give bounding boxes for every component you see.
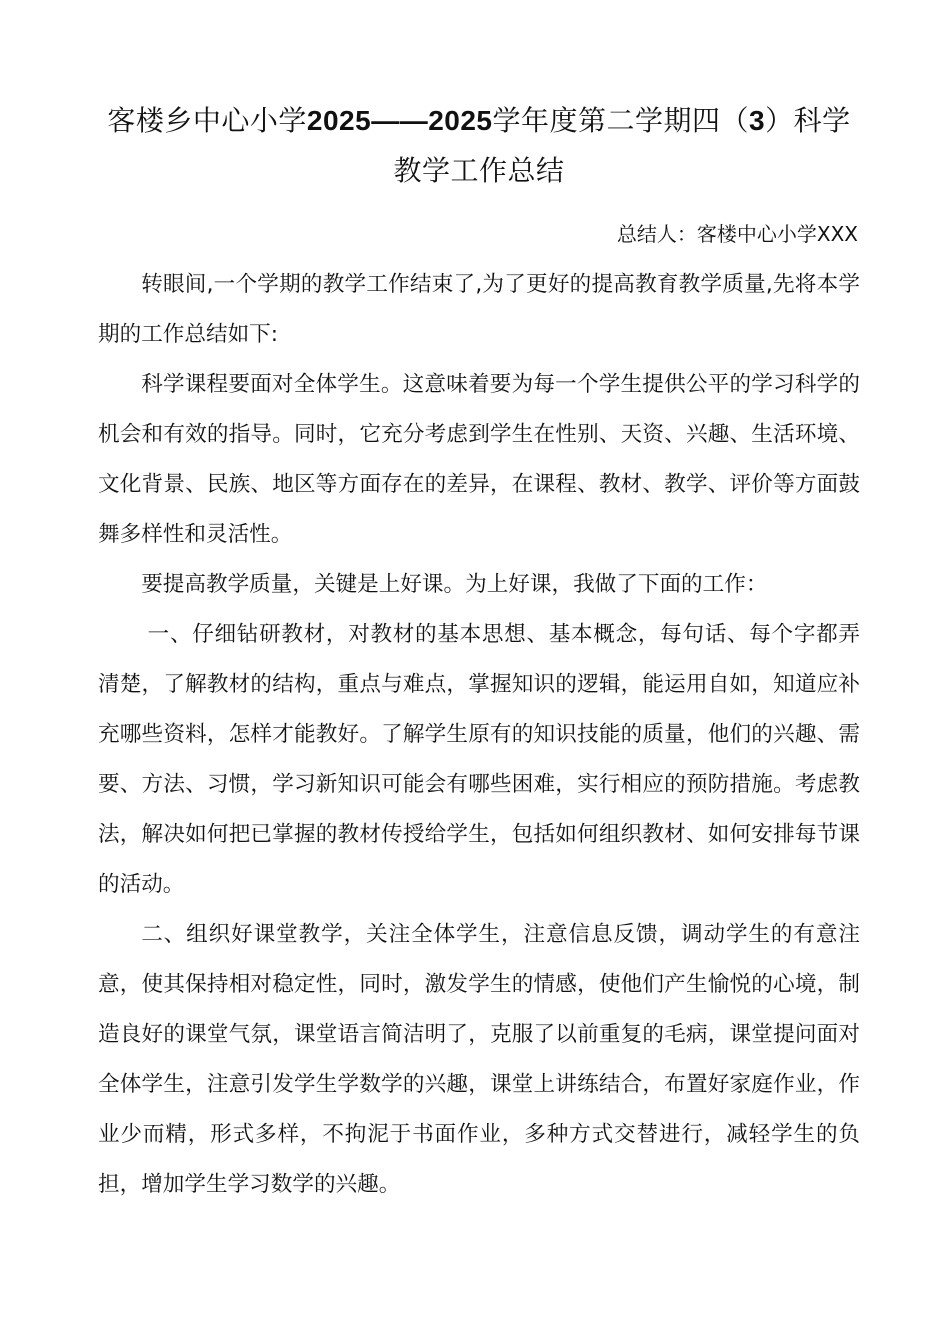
title-text-part2: 学年度第二学期四（ (492, 104, 750, 137)
title-year-end: 2025 (428, 105, 493, 136)
paragraph-item-one: 一、仔细钻研教材，对教材的基本思想、基本概念，每句话、每个字都弄清楚，了解教材的结构，重点与难点，掌握知识的逻辑，能运用自如，知道应补充哪些资料，怎样才能教好。了解学生原有的知识技能的质量，他们的兴趣、需要、方法、习惯，学习新知识可能会有哪些困难，实行相应的预防措施。考虑教法，解决如何把已掌握的教材传授给学生，包括如何组织教材、如何安排每节课的活动。 (98, 622, 860, 897)
paragraph-intro: 转眼间,一个学期的教学工作结束了,为了更好的提高教育教学质量,先将本学期的工作总结如下: (98, 272, 860, 347)
title-dash: —— (371, 105, 429, 136)
title-text-part3: ）科学 (765, 104, 851, 137)
title-year-start: 2025 (306, 105, 372, 136)
title-text-part1: 客楼乡中心小学 (107, 104, 307, 137)
document-page (98, 96, 860, 1210)
paragraph-item-two: 二、组织好课堂教学，关注全体学生，注意信息反馈，调动学生的有意注意，使其保持相对稳定性，同时，激发学生的情感，使他们产生愉悦的心境，制造良好的课堂气氛，课堂语言简洁明了，克服了以前重复的毛病，课堂提问面对全体学生，注意引发学生学数学的兴趣，课堂上讲练结合，布置好家庭作业，作业少而精，形式多样，不拘泥于书面作业，多种方式交替进行，减轻学生的负担，增加学生学习数学的兴趣。 (98, 922, 860, 1197)
title-class-number: 3 (749, 105, 766, 136)
paragraph-teaching-quality: 要提高教学质量，关键是上好课。为上好课，我做了下面的工作： (141, 572, 768, 597)
paragraph-course-principle: 科学课程要面对全体学生。这意味着要为每一个学生提供公平的学习科学的机会和有效的指导。同时，它充分考虑到学生在性别、天资、兴趣、生活环境、文化背景、民族、地区等方面存在的差异，在课程、教材、教学、评价等方面鼓舞多样性和灵活性。 (98, 372, 860, 547)
document-title (98, 96, 860, 196)
author-line: 总结人：客楼中心小学XXX (616, 222, 858, 246)
title-line-2: 教学工作总结 (393, 154, 565, 187)
